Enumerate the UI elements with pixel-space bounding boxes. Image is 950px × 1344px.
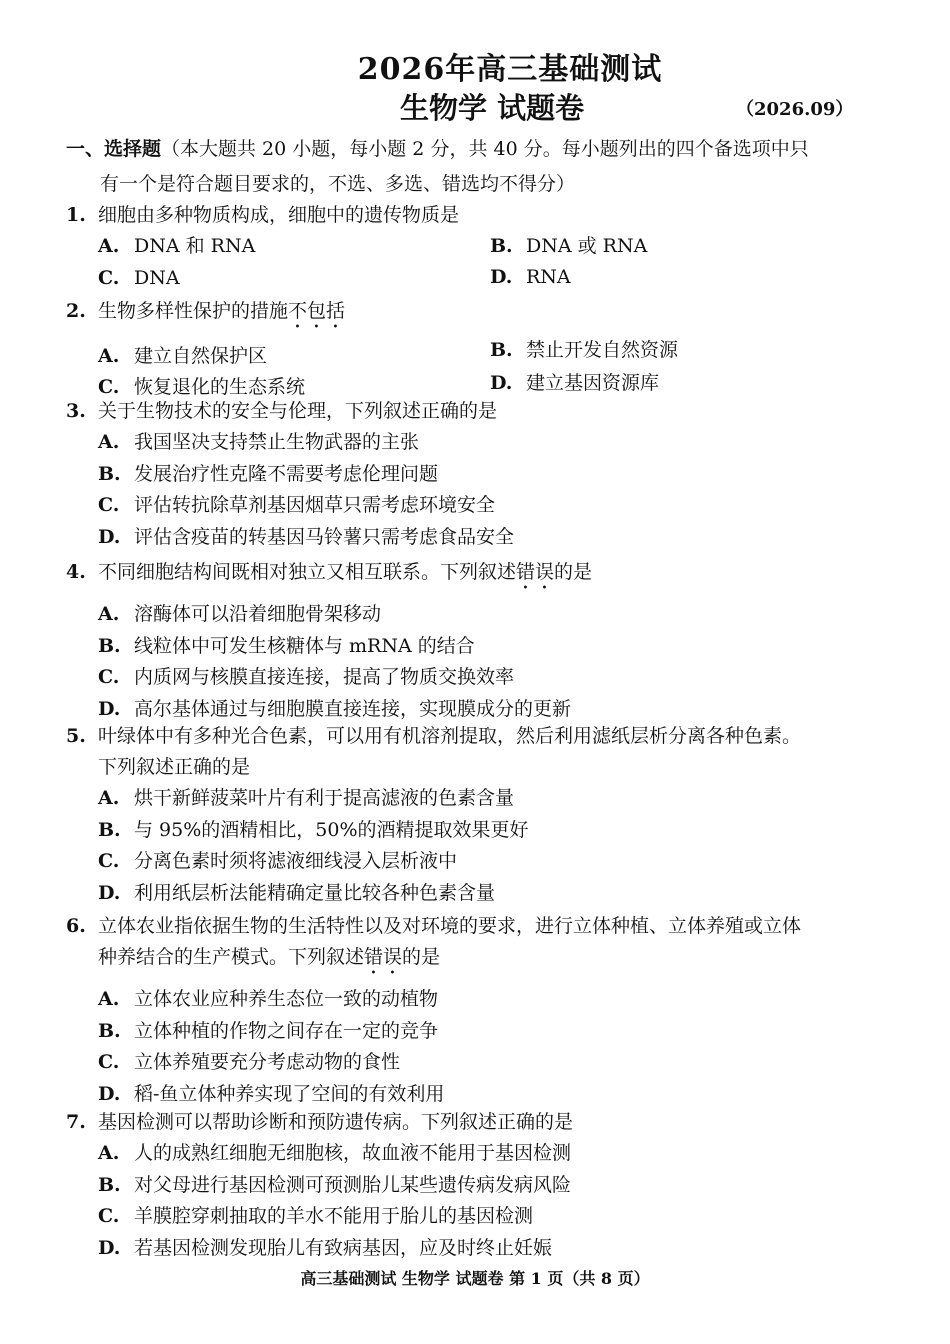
option-text: 建立基因资源库 bbox=[526, 372, 660, 394]
option-text: 对父母进行基因检测可预测胎儿某些遗传病发病风险 bbox=[134, 1173, 572, 1196]
option-letter: D. bbox=[98, 697, 121, 720]
option-letter: A. bbox=[98, 603, 120, 625]
question-stem-line2 bbox=[66, 942, 886, 979]
option-letter: D. bbox=[490, 372, 513, 394]
option-text: 建立自然保护区 bbox=[134, 345, 268, 367]
option-text: 若基因检测发现胎儿有致病基因，应及时终止妊娠 bbox=[134, 1236, 553, 1259]
question-number: 4. bbox=[66, 561, 86, 583]
option-letter: D. bbox=[98, 525, 121, 548]
question-stem: 细胞由多种物质构成，细胞中的遗传物质是 bbox=[98, 204, 460, 226]
option-a bbox=[66, 427, 886, 459]
option-a bbox=[66, 783, 886, 815]
option-text: 高尔基体通过与细胞膜直接连接，实现膜成分的更新 bbox=[134, 697, 572, 720]
option-d bbox=[458, 262, 571, 294]
exam-date: （2026.09） bbox=[736, 99, 854, 120]
options bbox=[66, 599, 886, 725]
option-text: 我国坚决支持禁止生物武器的主张 bbox=[134, 431, 420, 453]
option-a bbox=[66, 341, 267, 373]
options bbox=[66, 231, 886, 294]
option-text: 分离色素时须将滤液细线浸入层析液中 bbox=[134, 850, 458, 872]
question-number: 1. bbox=[66, 204, 86, 226]
option-text: RNA bbox=[526, 266, 571, 288]
option-letter: A. bbox=[98, 235, 120, 257]
question-7 bbox=[66, 1107, 886, 1264]
option-letter: A. bbox=[98, 1142, 120, 1164]
option-letter: B. bbox=[490, 339, 513, 361]
option-text: 利用纸层析法能精确定量比较各种色素含量 bbox=[134, 881, 496, 904]
question-stem-pre: 不同细胞结构间既相对独立又相互联系。下列叙述 bbox=[98, 561, 517, 583]
question-1 bbox=[66, 200, 886, 294]
option-letter: B. bbox=[98, 462, 121, 485]
option-letter: D. bbox=[490, 266, 513, 288]
option-text: 禁止开发自然资源 bbox=[526, 339, 679, 361]
exam-subtitle: 生物学 试题卷 bbox=[400, 91, 585, 125]
option-d bbox=[66, 522, 886, 554]
section-desc-line2: 有一个是符合题目要求的，不选、多选、错选均不得分） bbox=[100, 173, 576, 195]
option-letter: B. bbox=[98, 1173, 121, 1196]
option-letter: B. bbox=[98, 1019, 121, 1042]
option-letter: C. bbox=[98, 666, 120, 688]
option-text: 恢复退化的生态系统 bbox=[134, 376, 306, 398]
option-text: 与 95%的酒精相比，50%的酒精提取效果更好 bbox=[134, 818, 529, 841]
option-text: 烘干新鲜菠菜叶片有利于提高滤液的色素含量 bbox=[134, 787, 515, 809]
question-stem: 关于生物技术的安全与伦理，下列叙述正确的是 bbox=[98, 400, 498, 422]
question-number: 2. bbox=[66, 300, 86, 322]
question-stem-post: 的是 bbox=[554, 561, 593, 583]
question-number: 3. bbox=[66, 400, 86, 422]
section-label: 一、选择题 bbox=[66, 138, 162, 160]
option-a bbox=[66, 1138, 886, 1170]
option-a bbox=[66, 231, 255, 263]
section-header bbox=[66, 132, 886, 202]
exam-title: 2026年高三基础测试 bbox=[357, 52, 663, 87]
question-stem-pre: 生物多样性保护的措施 bbox=[98, 300, 289, 322]
option-c bbox=[66, 662, 886, 694]
option-c bbox=[66, 1047, 886, 1079]
option-letter: C. bbox=[98, 494, 120, 516]
option-letter: C. bbox=[98, 1205, 120, 1227]
option-letter: D. bbox=[98, 1082, 121, 1105]
option-text: DNA bbox=[134, 267, 180, 289]
question-stem-emphasis: 错误 bbox=[364, 946, 403, 968]
question-stem-emphasis: 错误 bbox=[516, 561, 555, 583]
option-text: 发展治疗性克隆不需要考虑伦理问题 bbox=[134, 462, 439, 485]
option-text: 溶酶体可以沿着细胞骨架移动 bbox=[134, 603, 382, 625]
option-letter: A. bbox=[98, 787, 120, 809]
option-b bbox=[458, 231, 647, 263]
options bbox=[66, 984, 886, 1110]
option-letter: C. bbox=[98, 267, 120, 289]
option-letter: A. bbox=[98, 345, 120, 367]
page-footer: 高三基础测试 生物学 试题卷 第 1 页（共 8 页） bbox=[300, 1269, 650, 1288]
option-b bbox=[66, 459, 886, 491]
option-letter: A. bbox=[98, 431, 120, 453]
question-stem-emphasis: 不包括 bbox=[288, 300, 346, 322]
option-d bbox=[66, 1079, 886, 1111]
option-text: 评估含疫苗的转基因马铃薯只需考虑食品安全 bbox=[134, 525, 515, 548]
option-b bbox=[66, 1170, 886, 1202]
option-text: 羊膜腔穿刺抽取的羊水不能用于胎儿的基因检测 bbox=[134, 1205, 534, 1227]
option-d bbox=[458, 368, 659, 400]
option-a bbox=[66, 984, 886, 1016]
question-6 bbox=[66, 911, 886, 1110]
option-c bbox=[66, 1201, 886, 1233]
option-text: 稻-鱼立体种养实现了空间的有效利用 bbox=[134, 1082, 445, 1105]
option-letter: C. bbox=[98, 1051, 120, 1073]
option-b bbox=[458, 335, 678, 367]
option-text: 线粒体中可发生核糖体与 mRNA 的结合 bbox=[134, 634, 475, 657]
option-b bbox=[66, 631, 886, 663]
question-stem-line2: 下列叙述正确的是 bbox=[98, 756, 251, 778]
option-letter: B. bbox=[490, 235, 513, 257]
stem-text: 种养结合的生产模式。下列叙述 bbox=[98, 946, 365, 968]
section-desc-line1: （本大题共 20 小题，每小题 2 分，共 40 分。每小题列出的四个备选项中只 bbox=[161, 138, 809, 160]
option-letter: D. bbox=[98, 881, 121, 904]
question-5 bbox=[66, 721, 886, 909]
option-text: DNA 或 RNA bbox=[526, 235, 648, 257]
option-text: 立体养殖要充分考虑动物的食性 bbox=[134, 1051, 401, 1073]
stem-text: 的是 bbox=[402, 946, 441, 968]
question-2 bbox=[66, 296, 886, 402]
question-stem: 基因检测可以帮助诊断和预防遗传病。下列叙述正确的是 bbox=[98, 1111, 574, 1133]
option-text: 立体农业应种养生态位一致的动植物 bbox=[134, 988, 439, 1010]
option-letter: B. bbox=[98, 818, 121, 841]
option-text: DNA 和 RNA bbox=[134, 235, 256, 257]
option-c bbox=[66, 846, 886, 878]
option-d bbox=[66, 878, 886, 910]
question-stem: 叶绿体中有多种光合色素，可以用有机溶剂提取，然后利用滤纸层析分离各种色素。 bbox=[98, 725, 802, 747]
option-d bbox=[66, 1233, 886, 1265]
option-a bbox=[66, 599, 886, 631]
option-c bbox=[66, 263, 180, 295]
option-text: 评估转抗除草剂基因烟草只需考虑环境安全 bbox=[134, 494, 496, 516]
question-stem: 立体农业指依据生物的生活特性以及对环境的要求，进行立体种植、立体养殖或立体 bbox=[98, 915, 802, 937]
question-number: 7. bbox=[66, 1111, 86, 1133]
option-letter: A. bbox=[98, 988, 120, 1010]
option-letter: C. bbox=[98, 850, 120, 872]
option-letter: B. bbox=[98, 634, 121, 657]
question-4 bbox=[66, 557, 886, 725]
option-letter: D. bbox=[98, 1236, 121, 1259]
option-c bbox=[66, 490, 886, 522]
option-letter: C. bbox=[98, 376, 120, 398]
option-b bbox=[66, 1016, 886, 1048]
option-text: 人的成熟红细胞无细胞核，故血液不能用于基因检测 bbox=[134, 1142, 572, 1164]
option-text: 内质网与核膜直接连接，提高了物质交换效率 bbox=[134, 666, 515, 688]
options bbox=[66, 339, 886, 402]
question-number: 6. bbox=[66, 915, 86, 937]
option-text: 立体种植的作物之间存在一定的竞争 bbox=[134, 1019, 439, 1042]
question-number: 5. bbox=[66, 725, 86, 747]
option-b bbox=[66, 815, 886, 847]
question-3 bbox=[66, 396, 886, 553]
